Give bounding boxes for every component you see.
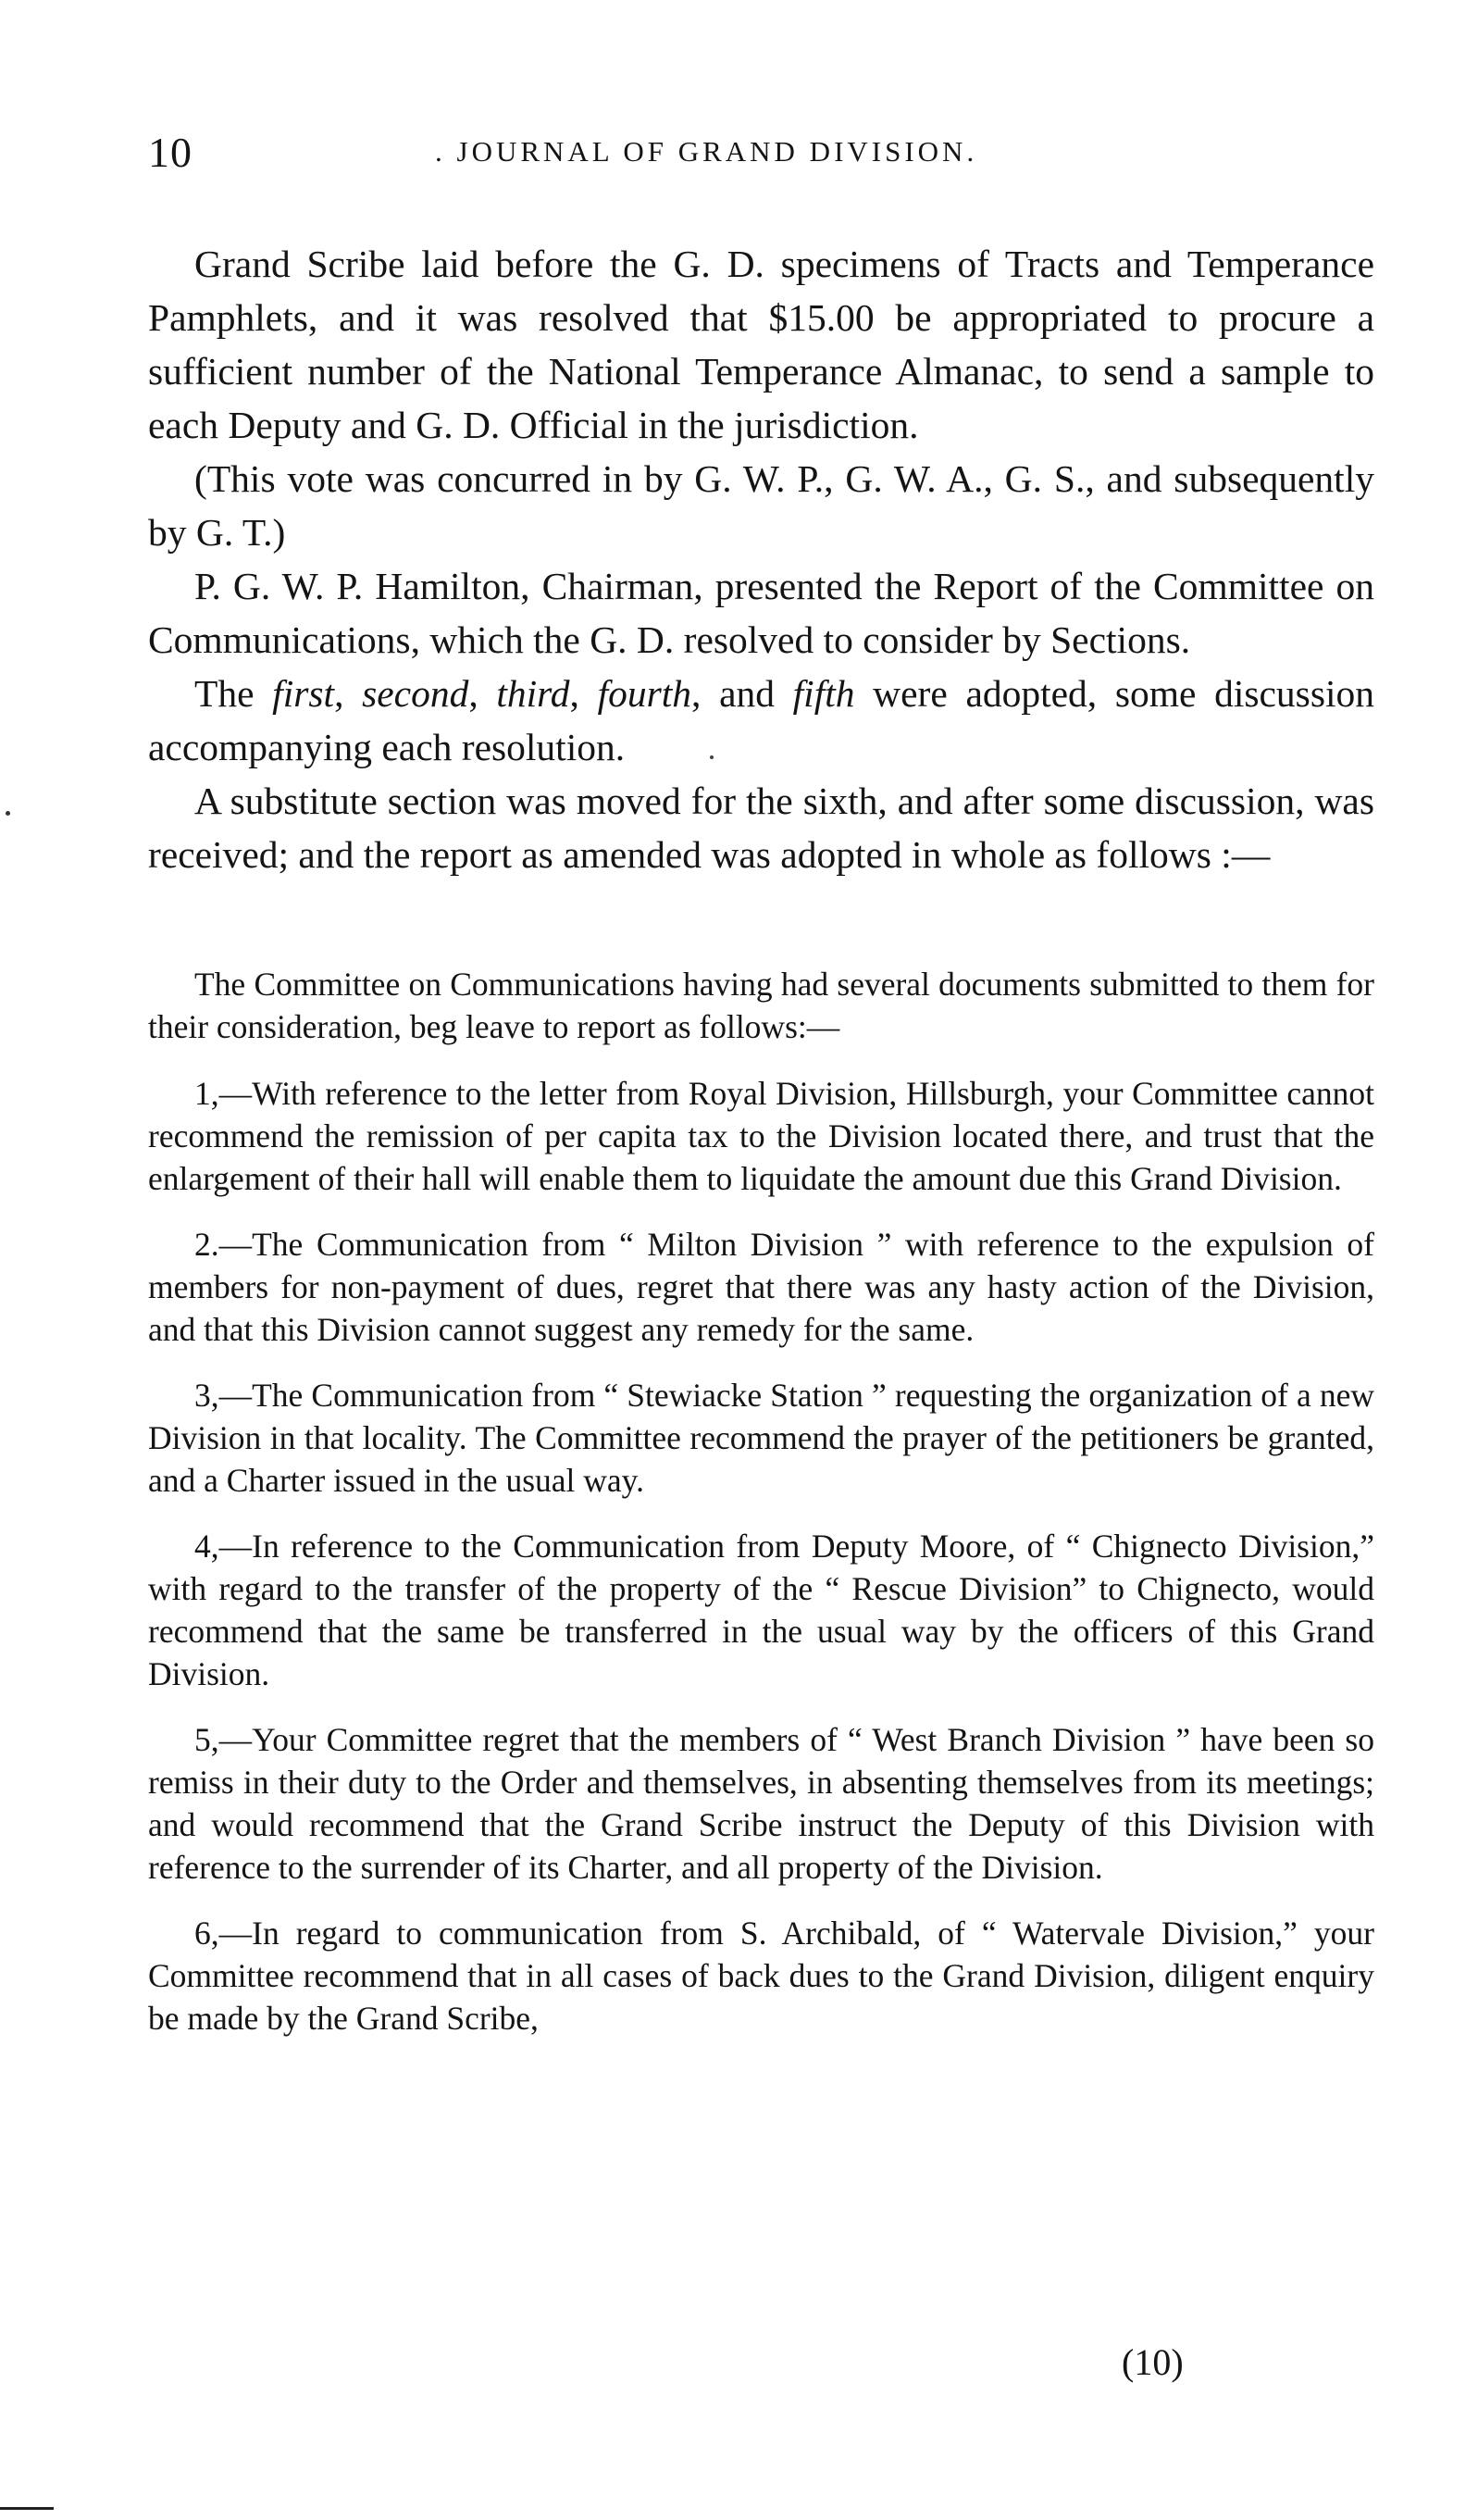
separator: ,	[468, 672, 497, 715]
bottom-rule	[0, 2507, 54, 2510]
document-page	[148, 128, 1374, 2063]
report-section-5: 5,—Your Committee regret that the members of “ West Branch Division ” have been so remiss in their duty to the Order and themselves, in absenting themselves from its meetings; and would recommend that the Grand Scribe instruct the Deputy of this Division with reference to the surrender of its Charter, and all property of the Division.	[148, 1721, 1374, 1886]
text-rest: were adopted, some discussion accompanying each resolution.	[148, 672, 1375, 768]
paragraph-report-presented: P. G. W. P. Hamilton, Chairman, presented the Report of the Committee on Communications, which the G. D. resolved to consider by Sections.	[148, 565, 1374, 661]
committee-report	[148, 963, 1374, 2040]
report-section-1: 1,—With reference to the letter from Royal Division, Hillsburgh, your Committee cannot recommend the remission of per capita tax to the Division located there, and trust that the enlargement of their hall will enable them to liquidate the amount due this Grand Division.	[148, 1075, 1374, 1197]
report-section-4: 4,—In reference to the Communication from Deputy Moore, of “ Chignecto Division,” with regard to the transfer of the property of the “ Rescue Division” to Chignecto, would recommend that the same be transferred in the usual way by the officers of this Grand Division.	[148, 1528, 1374, 1692]
word-fifth: fifth	[792, 672, 855, 715]
report-section-3: 3,—The Communication from “ Stewiacke Station ” requesting the organization of a new Division in that locality. The Committee recommend the prayer of the petitioners be granted, and a Charter issued in the usual way.	[148, 1377, 1374, 1499]
paragraph-substitute-section: A substitute section was moved for the sixth, and after some discussion, was received; and the report as amended was adopted in whole as follows :—	[148, 780, 1374, 876]
word-first: first	[272, 672, 335, 715]
word-second: second	[362, 672, 469, 715]
print-speck	[710, 755, 714, 759]
separator: ,	[334, 672, 363, 715]
report-section-2: 2.—The Communication from “ Milton Division ” with reference to the expulsion of members for non-payment of dues, regret that there was any hasty action of the Division, and that this Division cannot suggest any remedy for the same.	[148, 1226, 1374, 1348]
running-head	[148, 128, 1374, 183]
report-section-6: 6,—In regard to communication from S. Archibald, of “ Watervale Division,” your Committee recommend that in all cases of back dues to the Grand Division, diligent enquiry be made by the Grand Scribe,	[148, 1915, 1374, 2037]
minutes-text	[148, 237, 1374, 881]
paragraph-vote-concurred: (This vote was concurred in by G. W. P., G. W. A., G. S., and subsequently by G. T.)	[148, 457, 1374, 554]
text-the: The	[194, 672, 273, 715]
paragraph-tracts: Grand Scribe laid before the G. D. specimens of Tracts and Temperance Pamphlets, and it was resolved that $15.00 be appropriated to procure a sufficient number of the National Temperance Almanac, to send a sample to each Deputy and G. D. Official in the jurisdiction.	[148, 243, 1374, 446]
journal-title: . JOURNAL OF GRAND DIVISION.	[435, 135, 978, 168]
word-third: third	[496, 672, 570, 715]
page-number: 10	[148, 129, 193, 176]
report-intro: The Committee on Communications having had several documents submitted to them for their consideration, beg leave to report as follows:—	[148, 966, 1374, 1045]
separator: ,	[569, 672, 598, 715]
word-fourth: fourth	[597, 672, 692, 715]
separator: , and	[691, 672, 793, 715]
print-speck	[6, 811, 10, 816]
paragraph-sections-adopted	[148, 667, 1374, 774]
folio-number: (10)	[1122, 2341, 1184, 2383]
